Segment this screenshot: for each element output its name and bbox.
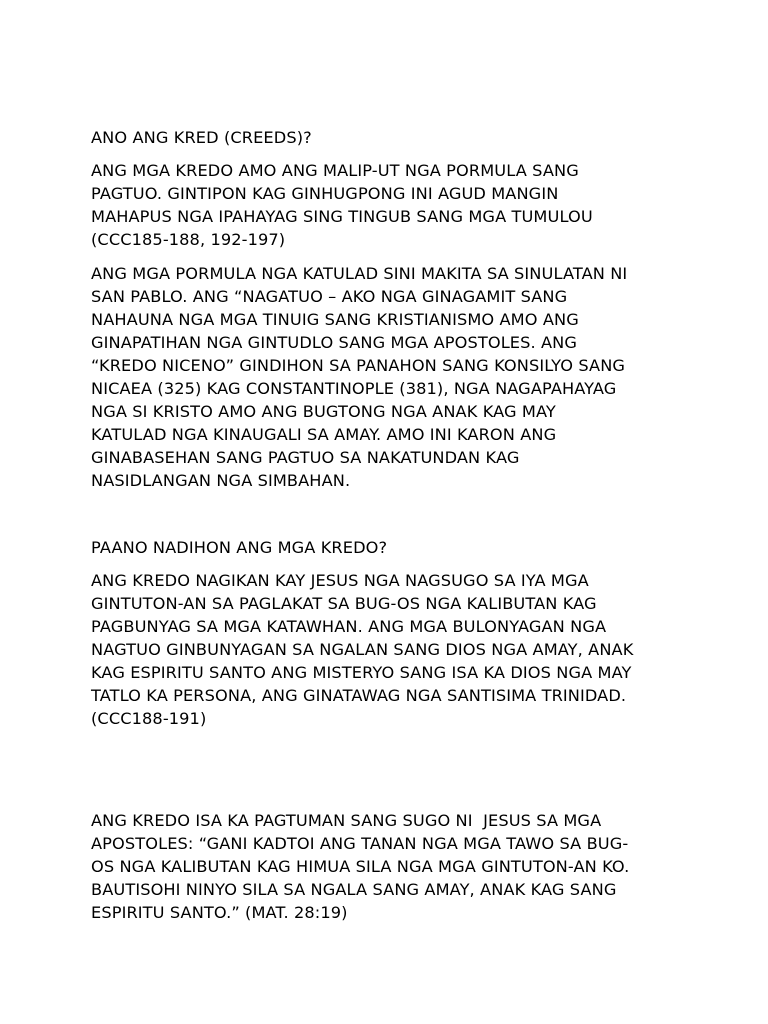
- paragraph-great-commission: [91, 809, 691, 924]
- text-line: BAUTISOHI NINYO SILA SA NGALA SANG AMAY, ANAK KAG SANG: [91, 880, 617, 899]
- text-line: (CCC188-191): [91, 709, 207, 728]
- text-line: ESPIRITU SANTO.” (MAT. 28:19): [91, 903, 348, 922]
- paragraph-creed-formulas: [91, 262, 691, 492]
- section-heading-origin: PAANO NADIHON ANG MGA KREDO?: [91, 538, 388, 557]
- document-page: [91, 126, 691, 935]
- text-line: OS NGA KALIBUTAN KAG HIMUA SILA NGA MGA GINTUTON-AN KO.: [91, 857, 630, 876]
- paragraph-creed-definition: [91, 159, 691, 251]
- text-line: GINAPATIHAN NGA GINTUDLO SANG MGA APOSTOLES. ANG: [91, 333, 578, 352]
- paragraph-creed-origin: [91, 569, 691, 730]
- text-line: (CCC185-188, 192-197): [91, 230, 286, 249]
- text-line: “KREDO NICENO” GINDIHON SA PANAHON SANG KONSILYO SANG: [91, 356, 626, 375]
- text-line: NICAEA (325) KAG CONSTANTINOPLE (381), NGA NAGAPAHAYAG: [91, 379, 617, 398]
- text-line: ANG KREDO NAGIKAN KAY JESUS NGA NAGSUGO SA IYA MGA: [91, 571, 589, 590]
- text-line: SAN PABLO. ANG “NAGATUO – AKO NGA GINAGAMIT SANG: [91, 287, 568, 306]
- section-heading-creeds: ANO ANG KRED (CREEDS)?: [91, 128, 312, 147]
- text-line: MAHAPUS NGA IPAHAYAG SING TINGUB SANG MGA TUMULOU: [91, 207, 593, 226]
- text-line: NAHAUNA NGA MGA TINUIG SANG KRISTIANISMO AMO ANG: [91, 310, 579, 329]
- text-line: KATULAD NGA KINAUGALI SA AMAY. AMO INI KARON ANG: [91, 425, 557, 444]
- text-line: NASIDLANGAN NGA SIMBAHAN.: [91, 471, 351, 490]
- text-line: GINTUTON-AN SA PAGLAKAT SA BUG-OS NGA KALIBUTAN KAG: [91, 594, 597, 613]
- text-line: PAGBUNYAG SA MGA KATAWHAN. ANG MGA BULONYAGAN NGA: [91, 617, 607, 636]
- text-line: NAGTUO GINBUNYAGAN SA NGALAN SANG DIOS NGA AMAY, ANAK: [91, 640, 634, 659]
- text-line: KAG ESPIRITU SANTO ANG MISTERYO SANG ISA KA DIOS NGA MAY: [91, 663, 632, 682]
- text-line: PAGTUO. GINTIPON KAG GINHUGPONG INI AGUD MANGIN: [91, 184, 559, 203]
- text-line: ANG MGA PORMULA NGA KATULAD SINI MAKITA SA SINULATAN NI: [91, 264, 628, 283]
- text-line: GINABASEHAN SANG PAGTUO SA NAKATUNDAN KAG: [91, 448, 520, 467]
- text-line: APOSTOLES: “GANI KADTOI ANG TANAN NGA MGA TAWO SA BUG-: [91, 834, 629, 853]
- text-line: TATLO KA PERSONA, ANG GINATAWAG NGA SANTISIMA TRINIDAD.: [91, 686, 627, 705]
- text-line: ANG KREDO ISA KA PAGTUMAN SANG SUGO NI JESUS SA MGA: [91, 811, 602, 830]
- text-line: NGA SI KRISTO AMO ANG BUGTONG NGA ANAK KAG MAY: [91, 402, 556, 421]
- text-line: ANG MGA KREDO AMO ANG MALIP-UT NGA PORMULA SANG: [91, 161, 579, 180]
